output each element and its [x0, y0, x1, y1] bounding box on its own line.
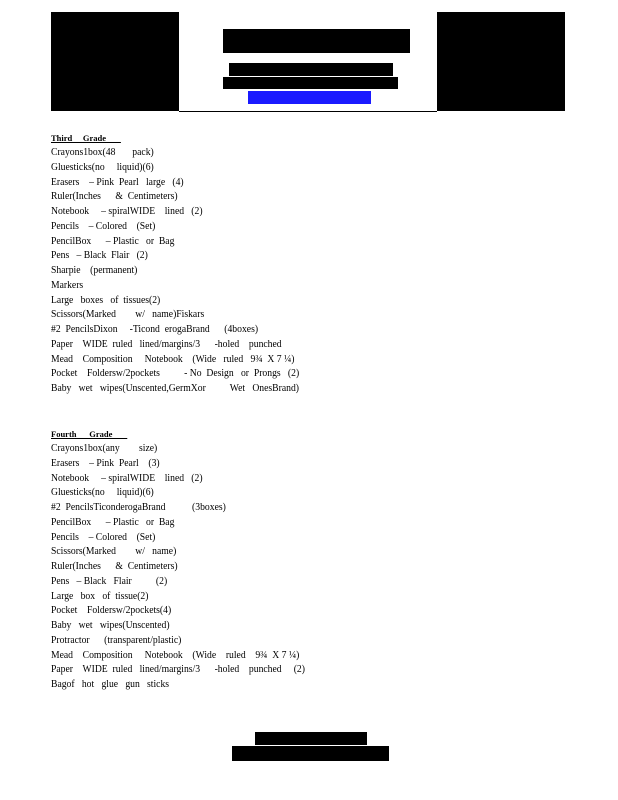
list-item: Notebook – spiralWIDE lined (2): [51, 472, 203, 484]
footer-redaction-2: [232, 746, 389, 761]
list-item: Baby wet wipes(Unscented): [51, 620, 170, 631]
list-item: Pencils – Colored (Set): [51, 220, 156, 232]
list-item: Pocket Foldersw/2pockets - No Design or Prongs (2): [51, 368, 300, 380]
list-item: Crayons1box(any size): [51, 443, 158, 454]
list-item: Mead Composition Notebook (Wide ruled 9¾ X 7 ¼): [51, 353, 295, 365]
list-item: Pens – Black Flair (2): [51, 250, 148, 262]
list-item: Bagof hot glue gun sticks: [51, 679, 170, 690]
supply-list: [51, 442, 327, 693]
list-item: Gluesticks(no liquid)(6): [51, 161, 154, 173]
list-item: Large boxes of tissues(2): [51, 294, 161, 306]
section-title: Third Grade: [51, 133, 121, 143]
list-item: Erasers – Pink Pearl large (4): [51, 176, 184, 188]
list-item: Baby wet wipes(Unscented,GermXor Wet OnesBrand): [51, 383, 300, 394]
list-item: Gluesticks(no liquid)(6): [51, 487, 154, 499]
list-item: Crayons1box(48 pack): [51, 147, 154, 158]
list-item: #2 PencilsTiconderogaBrand (3boxes): [51, 502, 226, 513]
list-item: Scissors(Marked w/ name)Fiskars: [51, 309, 205, 321]
list-item: Pencils – Colored (Set): [51, 531, 156, 543]
header-divider: [179, 111, 437, 112]
header-right-redaction: [437, 12, 565, 111]
fourth-grade-section: [51, 428, 327, 693]
third-grade-section: [51, 132, 321, 397]
list-item: #2 PencilsDixon -Ticond erogaBrand (4boxes): [51, 324, 259, 335]
supply-list: [51, 146, 321, 397]
list-item: Protractor (transparent/plastic): [51, 634, 182, 646]
header-address-redaction-1: [229, 63, 393, 76]
list-item: Paper WIDE ruled lined/margins/3 -holed punched: [51, 338, 282, 350]
list-item: Erasers – Pink Pearl (3): [51, 457, 160, 469]
list-item: PencilBox – Plastic or Bag: [51, 235, 175, 247]
header-left-redaction: [51, 12, 179, 111]
list-item: Markers: [51, 279, 84, 291]
list-item: Scissors(Marked w/ name): [51, 546, 177, 558]
header-link-redaction[interactable]: [248, 91, 371, 104]
list-item: Large box of tissue(2): [51, 590, 149, 602]
list-item: Ruler(Inches & Centimeters): [51, 561, 178, 572]
list-item: PencilBox – Plastic or Bag: [51, 516, 175, 528]
list-item: Ruler(Inches & Centimeters): [51, 191, 178, 203]
section-title: Fourth Grade: [51, 429, 128, 439]
list-item: Mead Composition Notebook (Wide ruled 9¾ X 7 ¼): [51, 649, 300, 661]
header-title-redaction: [223, 29, 410, 53]
list-item: Pens – Black Flair (2): [51, 575, 168, 587]
list-item: Pocket Foldersw/2pockets(4): [51, 605, 172, 617]
list-item: Paper WIDE ruled lined/margins/3 -holed punched (2): [51, 664, 305, 676]
list-item: Notebook – spiralWIDE lined (2): [51, 206, 203, 217]
footer-redaction-1: [255, 732, 367, 745]
list-item: Sharpie (permanent): [51, 265, 138, 276]
header-address-redaction-2: [223, 77, 398, 89]
